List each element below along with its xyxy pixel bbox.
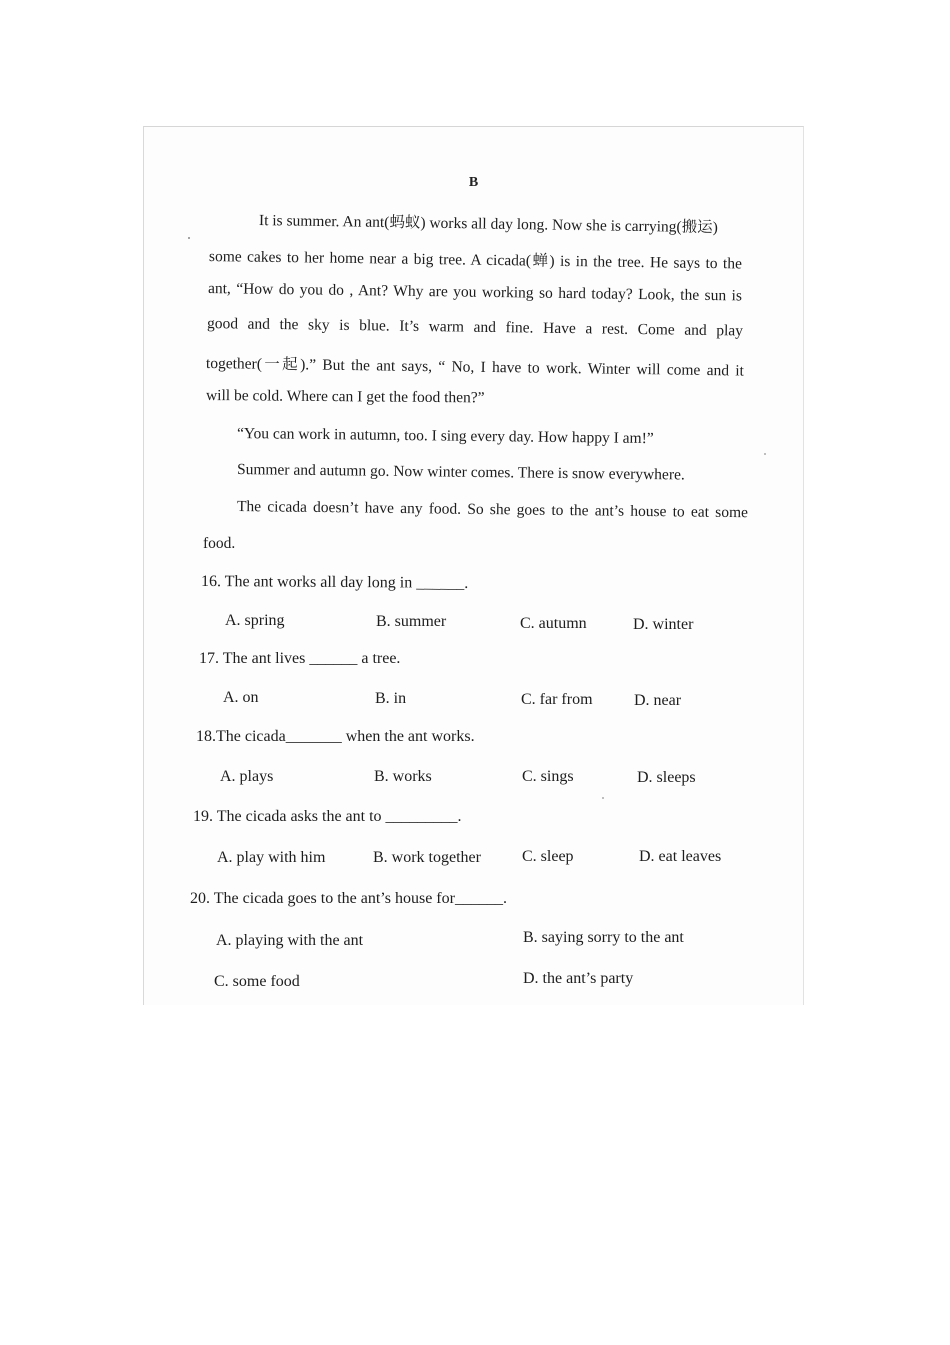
option-20d[interactable]: D. the ant’s party bbox=[523, 970, 634, 987]
option-20a[interactable]: A. playing with the ant bbox=[216, 932, 364, 949]
option-20b[interactable]: B. saying sorry to the ant bbox=[523, 929, 684, 946]
option-18d[interactable]: D. sleeps bbox=[637, 769, 696, 786]
option-18c[interactable]: C. sings bbox=[522, 768, 574, 785]
question-20: 20. The cicada goes to the ant’s house for______. bbox=[190, 890, 507, 907]
option-18b[interactable]: B. works bbox=[374, 768, 432, 785]
passage-line: will be cold. Where can I get the food then?” bbox=[205, 387, 485, 407]
option-19c[interactable]: C. sleep bbox=[522, 848, 574, 865]
scan-speck bbox=[188, 237, 190, 239]
passage-line: some cakes to her home near a big tree. A cicada(蝉) is in the tree. He says to the bbox=[208, 248, 743, 273]
question-19: 19. The cicada asks the ant to _________. bbox=[193, 808, 462, 825]
passage-line: ant, “How do you do , Ant? Why are you working so hard today? Look, the sun is bbox=[207, 280, 743, 305]
option-16b[interactable]: B. summer bbox=[376, 613, 447, 630]
section-heading: B bbox=[468, 175, 479, 190]
option-17d[interactable]: D. near bbox=[634, 692, 682, 709]
option-16a[interactable]: A. spring bbox=[225, 612, 285, 629]
option-17c[interactable]: C. far from bbox=[521, 691, 593, 708]
scanned-exam-page bbox=[143, 126, 804, 1005]
passage-line: food. bbox=[203, 535, 236, 552]
question-17: 17. The ant lives ______ a tree. bbox=[199, 650, 401, 667]
passage-line: good and the sky is blue. It’s warm and fine. Have a rest. Come and play bbox=[206, 315, 744, 340]
option-19b[interactable]: B. work together bbox=[373, 849, 481, 866]
scan-speck bbox=[764, 453, 766, 455]
option-20c[interactable]: C. some food bbox=[214, 973, 300, 990]
option-16d[interactable]: D. winter bbox=[633, 616, 694, 633]
option-16c[interactable]: C. autumn bbox=[520, 615, 587, 632]
passage-line: together(一起).” But the ant says, “ No, I have to work. Winter will come and it bbox=[205, 355, 745, 380]
passage-line: The cicada doesn’t have any food. So she goes to the ant’s house to eat some bbox=[236, 498, 749, 522]
option-18a[interactable]: A. plays bbox=[220, 768, 274, 785]
passage-line: It is summer. An ant(蚂蚁) works all day long. Now she is carrying(搬运) bbox=[258, 212, 718, 237]
passage-line: “You can work in autumn, too. I sing every day. How happy I am!” bbox=[236, 425, 654, 448]
question-16: 16. The ant works all day long in ______. bbox=[200, 573, 469, 592]
option-17a[interactable]: A. on bbox=[223, 689, 259, 706]
passage-line: Summer and autumn go. Now winter comes. There is snow everywhere. bbox=[236, 461, 685, 484]
option-19a[interactable]: A. play with him bbox=[217, 849, 326, 866]
option-19d[interactable]: D. eat leaves bbox=[639, 848, 722, 865]
question-18: 18.The cicada_______ when the ant works. bbox=[196, 728, 475, 745]
scan-speck bbox=[602, 797, 604, 799]
option-17b[interactable]: B. in bbox=[375, 690, 407, 707]
